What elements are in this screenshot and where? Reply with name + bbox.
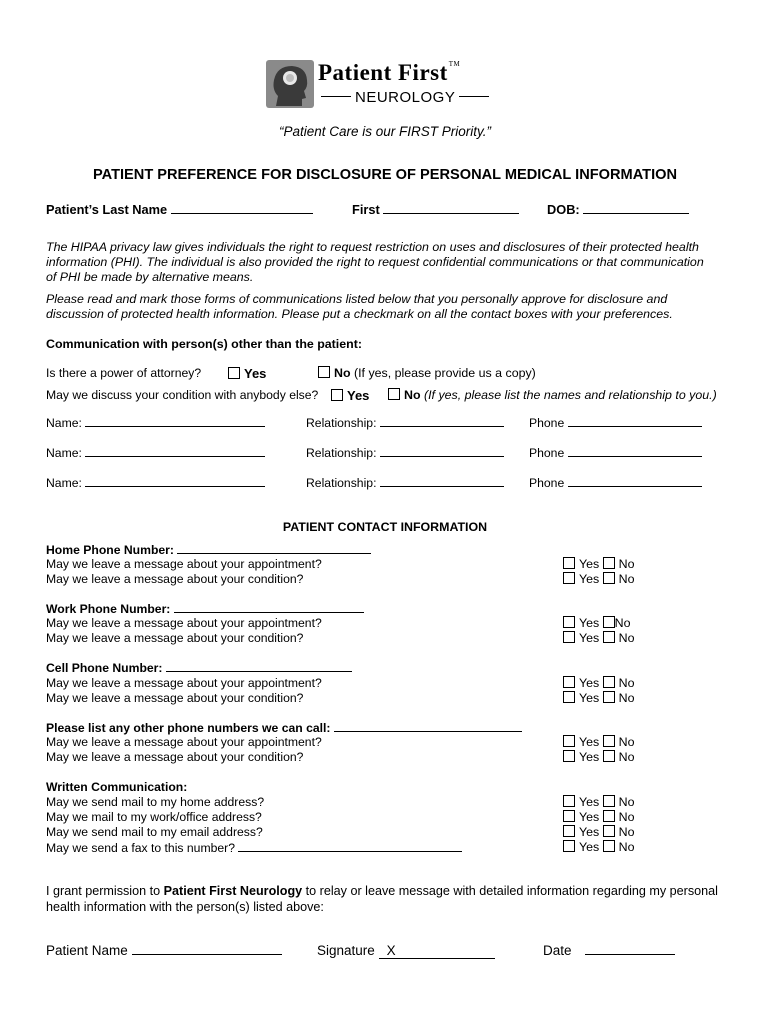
home-phone-field[interactable]: Home Phone Number: xyxy=(46,542,371,557)
other-appt-question: May we leave a message about your appointment? xyxy=(46,735,322,749)
yes-checkbox[interactable] xyxy=(563,572,575,584)
work-cond-question: May we leave a message about your condition? xyxy=(46,631,304,645)
tagline: “Patient Care is our FIRST Priority.” xyxy=(278,124,492,139)
last-name-label: Patient’s Last Name xyxy=(46,202,168,217)
permission-line-1: I grant permission to Patient First Neurology to relay or leave message with detailed information regarding my personal xyxy=(46,884,718,898)
fax-field[interactable] xyxy=(46,840,462,855)
person-phone-field[interactable]: Phone xyxy=(529,445,702,460)
signature-mark: X xyxy=(386,943,396,958)
mail-home-question: May we send mail to my home address? xyxy=(46,795,265,809)
no-checkbox[interactable] xyxy=(603,676,615,688)
head-silhouette-icon xyxy=(266,60,314,108)
patient-name-label: Patient Name xyxy=(46,943,128,958)
discuss-no-option[interactable]: No (If yes, please list the names and relationship to you.) xyxy=(388,388,717,402)
signature-label: Signature xyxy=(317,943,375,958)
contact-heading: PATIENT CONTACT INFORMATION xyxy=(282,520,488,534)
mail-email-question: May we send mail to my email address? xyxy=(46,825,263,839)
no-checkbox[interactable] xyxy=(603,735,615,747)
home-cond-options[interactable]: Yes No xyxy=(563,572,635,586)
intro-paragraph-1: The HIPAA privacy law gives individuals the right to request restriction on uses and disclosures of their protected health information (PHI). The individual is also provided the right to request confidential communications or that communication of PHI be made by alternative means. xyxy=(46,240,704,284)
first-name-label: First xyxy=(352,202,380,217)
yes-checkbox[interactable] xyxy=(563,840,575,852)
cell-appt-question: May we leave a message about your appointment? xyxy=(46,676,322,690)
mail-work-question: May we mail to my work/office address? xyxy=(46,810,262,824)
person-name-field[interactable]: Name: xyxy=(46,475,265,490)
no-checkbox[interactable] xyxy=(603,691,615,703)
last-name-field[interactable] xyxy=(46,202,313,217)
work-cond-options[interactable]: Yes No xyxy=(563,631,635,645)
date-label: Date xyxy=(543,943,572,958)
cell-phone-field[interactable]: Cell Phone Number: xyxy=(46,660,352,675)
no-checkbox[interactable] xyxy=(603,840,615,852)
work-appt-question: May we leave a message about your appointment? xyxy=(46,616,322,630)
logo xyxy=(266,60,516,110)
written-heading: Written Communication: xyxy=(46,780,188,794)
poa-no-option[interactable]: No (If yes, please provide us a copy) xyxy=(318,366,536,380)
no-checkbox[interactable] xyxy=(603,572,615,584)
others-heading: Communication with person(s) other than the patient: xyxy=(46,337,362,351)
other-phone-field[interactable]: Please list any other phone numbers we can call: xyxy=(46,720,522,735)
other-cond-question: May we leave a message about your condition? xyxy=(46,750,304,764)
logo-sub: NEUROLOGY xyxy=(321,89,489,106)
no-checkbox[interactable] xyxy=(603,631,615,643)
cell-appt-options[interactable]: Yes No xyxy=(563,676,635,690)
person-phone-field[interactable]: Phone xyxy=(529,475,702,490)
yes-checkbox[interactable] xyxy=(563,631,575,643)
dob-label: DOB: xyxy=(547,202,580,217)
discuss-yes-option[interactable]: Yes xyxy=(331,388,369,403)
work-appt-options[interactable]: Yes No xyxy=(563,616,631,630)
yes-checkbox[interactable] xyxy=(563,825,575,837)
yes-checkbox[interactable] xyxy=(563,795,575,807)
mail-work-options[interactable]: Yes No xyxy=(563,810,635,824)
page-title: PATIENT PREFERENCE FOR DISCLOSURE OF PERSONAL MEDICAL INFORMATION xyxy=(92,167,678,183)
poa-yes-option[interactable]: Yes xyxy=(228,366,266,381)
no-checkbox[interactable] xyxy=(603,750,615,762)
poa-no-checkbox[interactable] xyxy=(318,366,330,378)
permission-line-2: health information with the person(s) listed above: xyxy=(46,900,324,914)
no-checkbox[interactable] xyxy=(603,795,615,807)
other-cond-options[interactable]: Yes No xyxy=(563,750,635,764)
yes-checkbox[interactable] xyxy=(563,616,575,628)
person-relationship-field[interactable]: Relationship: xyxy=(306,475,504,490)
cell-cond-question: May we leave a message about your condition? xyxy=(46,691,304,705)
date-field[interactable] xyxy=(543,943,675,958)
no-checkbox[interactable] xyxy=(603,825,615,837)
no-checkbox[interactable] xyxy=(603,557,615,569)
logo-brand: Patient First™ xyxy=(318,60,461,85)
mail-email-options[interactable]: Yes No xyxy=(563,825,635,839)
no-checkbox[interactable] xyxy=(603,810,615,822)
patient-name-field[interactable] xyxy=(46,943,282,958)
other-appt-options[interactable]: Yes No xyxy=(563,735,635,749)
person-phone-field[interactable]: Phone xyxy=(529,415,702,430)
mail-home-options[interactable]: Yes No xyxy=(563,795,635,809)
poa-question: Is there a power of attorney? xyxy=(46,366,202,380)
discuss-yes-checkbox[interactable] xyxy=(331,389,343,401)
yes-checkbox[interactable] xyxy=(563,810,575,822)
yes-checkbox[interactable] xyxy=(563,750,575,762)
no-checkbox[interactable] xyxy=(603,616,615,628)
fax-question: May we send a fax to this number? xyxy=(46,841,236,855)
person-name-field[interactable]: Name: xyxy=(46,415,265,430)
yes-checkbox[interactable] xyxy=(563,676,575,688)
signature-field[interactable] xyxy=(317,943,495,959)
person-relationship-field[interactable]: Relationship: xyxy=(306,445,504,460)
poa-yes-checkbox[interactable] xyxy=(228,367,240,379)
dob-field[interactable] xyxy=(547,202,689,217)
discuss-question: May we discuss your condition with anybody else? xyxy=(46,388,319,402)
home-appt-question: May we leave a message about your appointment? xyxy=(46,557,322,571)
work-phone-field[interactable]: Work Phone Number: xyxy=(46,601,364,616)
home-appt-options[interactable]: Yes No xyxy=(563,557,635,571)
discuss-no-checkbox[interactable] xyxy=(388,388,400,400)
intro-paragraph-2: Please read and mark those forms of communications listed below that you personally approve for disclosure and discussion of protected health information. Please put a checkmark on all the contact boxes with your preferences. xyxy=(46,292,673,321)
cell-cond-options[interactable]: Yes No xyxy=(563,691,635,705)
fax-options[interactable]: Yes No xyxy=(563,840,635,854)
yes-checkbox[interactable] xyxy=(563,557,575,569)
yes-checkbox[interactable] xyxy=(563,691,575,703)
yes-checkbox[interactable] xyxy=(563,735,575,747)
first-name-field[interactable] xyxy=(352,202,519,217)
person-relationship-field[interactable]: Relationship: xyxy=(306,415,504,430)
home-cond-question: May we leave a message about your condition? xyxy=(46,572,304,586)
person-name-field[interactable]: Name: xyxy=(46,445,265,460)
